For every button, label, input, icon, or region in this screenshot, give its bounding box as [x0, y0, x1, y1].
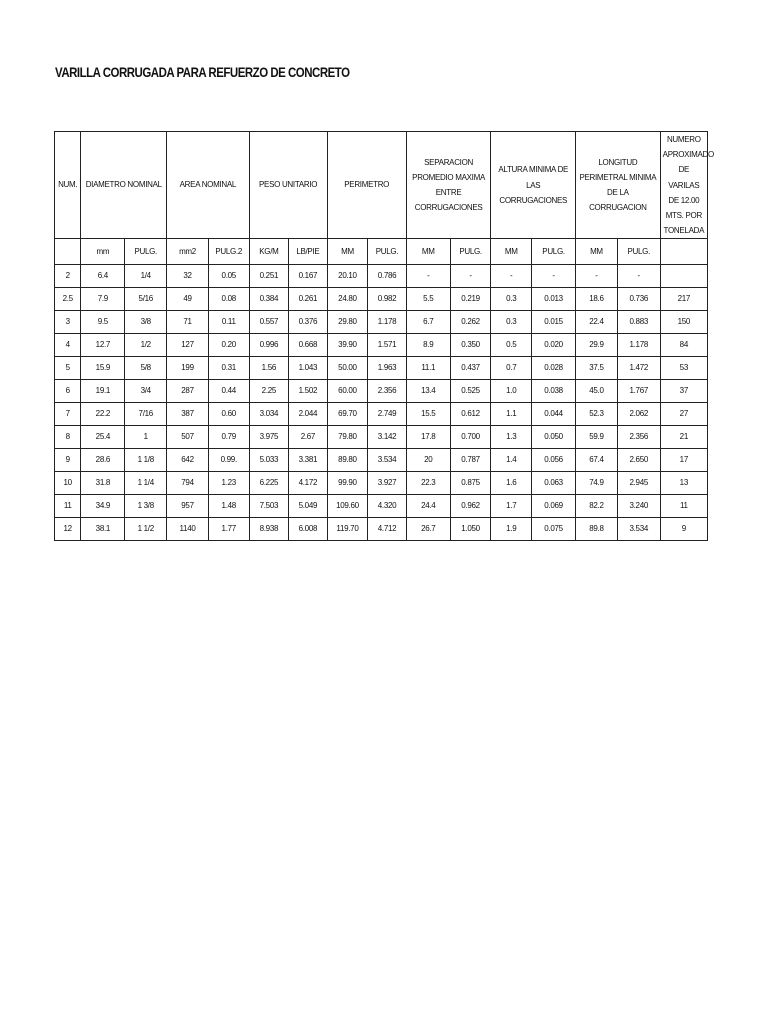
table-cell: 4.172 [289, 472, 327, 495]
table-cell: 25.4 [81, 426, 125, 449]
unit-cell: mm [81, 239, 125, 265]
table-row [55, 495, 708, 518]
table-cell: 0.20 [208, 334, 249, 357]
table-cell: 5/16 [125, 288, 167, 311]
table-cell: 2.356 [368, 380, 406, 403]
table-cell: 2.945 [617, 472, 660, 495]
unit-cell: PULG. [368, 239, 406, 265]
table-cell: 11 [660, 495, 707, 518]
table-cell: 4.712 [368, 518, 406, 541]
table-cell: 6.7 [406, 311, 450, 334]
table-row [55, 288, 708, 311]
table-cell: 0.075 [532, 518, 576, 541]
table-cell: 0.05 [208, 265, 249, 288]
table-cell: 1.4 [491, 449, 532, 472]
table-cell: 2 [55, 265, 81, 288]
unit-cell: MM [406, 239, 450, 265]
table-cell: 26.7 [406, 518, 450, 541]
table-cell: 37.5 [576, 357, 618, 380]
table-cell: 287 [167, 380, 209, 403]
table-cell: 1.0 [491, 380, 532, 403]
table-cell: 0.069 [532, 495, 576, 518]
table-cell: 1.043 [289, 357, 327, 380]
table-cell: 0.262 [450, 311, 491, 334]
table-cell: 89.80 [327, 449, 368, 472]
table-cell: 6 [55, 380, 81, 403]
table-cell: 0.31 [208, 357, 249, 380]
table-cell: 217 [660, 288, 707, 311]
table-cell: 1.7 [491, 495, 532, 518]
unit-cell: KG/M [249, 239, 289, 265]
table-cell: 0.038 [532, 380, 576, 403]
table-cell: 0.99. [208, 449, 249, 472]
unit-cell: MM [491, 239, 532, 265]
table-cell: 67.4 [576, 449, 618, 472]
table-cell: 0.013 [532, 288, 576, 311]
table-cell: 1140 [167, 518, 209, 541]
table-cell: 0.167 [289, 265, 327, 288]
table-cell: 1.56 [249, 357, 289, 380]
table-cell: 17 [660, 449, 707, 472]
table-cell: 1.48 [208, 495, 249, 518]
table-cell: 45.0 [576, 380, 618, 403]
table-cell: 6.4 [81, 265, 125, 288]
table-cell: 0.219 [450, 288, 491, 311]
table-cell: 1.178 [368, 311, 406, 334]
table-cell: 0.044 [532, 403, 576, 426]
table-cell: 59.9 [576, 426, 618, 449]
table-cell: 0.3 [491, 311, 532, 334]
header-diametro-nominal: DIAMETRO NOMINAL [81, 132, 167, 239]
table-cell: 2.044 [289, 403, 327, 426]
units-row [55, 239, 708, 265]
table-cell: 0.3 [491, 288, 532, 311]
table-cell: 0.251 [249, 265, 289, 288]
table-cell: 11 [55, 495, 81, 518]
table-cell: 0.376 [289, 311, 327, 334]
table-cell: 3.534 [617, 518, 660, 541]
table-cell: 127 [167, 334, 209, 357]
table-cell: 19.1 [81, 380, 125, 403]
unit-cell [55, 239, 81, 265]
table-cell: 2.67 [289, 426, 327, 449]
table-cell: 0.557 [249, 311, 289, 334]
table-cell: 99.90 [327, 472, 368, 495]
page-title: VARILLA CORRUGADA PARA REFUERZO DE CONCRETO [55, 64, 350, 80]
table-cell: 2.749 [368, 403, 406, 426]
table-cell: 0.056 [532, 449, 576, 472]
table-cell: 4.320 [368, 495, 406, 518]
table-cell: 13 [660, 472, 707, 495]
table-row [55, 357, 708, 380]
table-cell: 1.472 [617, 357, 660, 380]
table-cell: 37 [660, 380, 707, 403]
table-cell: 0.736 [617, 288, 660, 311]
table-cell: 3.142 [368, 426, 406, 449]
table-cell: 1.3 [491, 426, 532, 449]
table-cell: 1.6 [491, 472, 532, 495]
table-cell: 79.80 [327, 426, 368, 449]
table-cell: 3/4 [125, 380, 167, 403]
unit-cell: MM [576, 239, 618, 265]
table-cell: 7.9 [81, 288, 125, 311]
table-cell: - [532, 265, 576, 288]
unit-cell: PULG.2 [208, 239, 249, 265]
table-cell: 22.4 [576, 311, 618, 334]
table-row [55, 403, 708, 426]
table-cell: 1/2 [125, 334, 167, 357]
table-cell: 507 [167, 426, 209, 449]
table-cell: 0.015 [532, 311, 576, 334]
table-cell: 0.787 [450, 449, 491, 472]
unit-cell [660, 239, 707, 265]
table-cell: 24.80 [327, 288, 368, 311]
table-cell: 642 [167, 449, 209, 472]
unit-cell: PULG. [617, 239, 660, 265]
header-row [55, 132, 708, 239]
table-cell: 1 3/8 [125, 495, 167, 518]
table-cell: 1.178 [617, 334, 660, 357]
table-cell: 24.4 [406, 495, 450, 518]
table-cell: 0.384 [249, 288, 289, 311]
table-cell: 1 1/8 [125, 449, 167, 472]
table-cell: 17.8 [406, 426, 450, 449]
table-cell: 22.3 [406, 472, 450, 495]
table-cell: 15.9 [81, 357, 125, 380]
table-cell: 3.534 [368, 449, 406, 472]
table-cell: 0.525 [450, 380, 491, 403]
table-cell: 34.9 [81, 495, 125, 518]
table-cell: 0.982 [368, 288, 406, 311]
table-cell: 5 [55, 357, 81, 380]
table-cell: 74.9 [576, 472, 618, 495]
table-cell: 1.571 [368, 334, 406, 357]
table-cell: 0.786 [368, 265, 406, 288]
table-cell: 8.9 [406, 334, 450, 357]
table-cell: 199 [167, 357, 209, 380]
table-cell: 3.240 [617, 495, 660, 518]
table-cell: 3.975 [249, 426, 289, 449]
table-cell: 60.00 [327, 380, 368, 403]
header-num: NUM. [55, 132, 81, 239]
table-cell: 0.350 [450, 334, 491, 357]
table-cell: 29.9 [576, 334, 618, 357]
table-cell: 9.5 [81, 311, 125, 334]
table-row [55, 311, 708, 334]
table-cell: 4 [55, 334, 81, 357]
table-cell: 957 [167, 495, 209, 518]
table-cell: 1/4 [125, 265, 167, 288]
table-row [55, 518, 708, 541]
table-cell: 0.261 [289, 288, 327, 311]
table-cell: 1 1/2 [125, 518, 167, 541]
table-cell: 3.381 [289, 449, 327, 472]
table-cell: 8.938 [249, 518, 289, 541]
table-cell: 119.70 [327, 518, 368, 541]
table-cell: 1.23 [208, 472, 249, 495]
unit-cell: LB/PIE [289, 239, 327, 265]
table-cell: 794 [167, 472, 209, 495]
table-cell: 84 [660, 334, 707, 357]
table-cell: 7/16 [125, 403, 167, 426]
table-cell: 1 [125, 426, 167, 449]
table-cell: 9 [55, 449, 81, 472]
header-numero-varillas: NUMERO APROXIMADO DE VARILAS DE 12.00 MTS. POR TONELADA [660, 132, 707, 239]
table-cell: 1.050 [450, 518, 491, 541]
header-longitud: LONGITUD PERIMETRAL MINIMA DE LA CORRUGACION [576, 132, 661, 239]
table-cell: 3/8 [125, 311, 167, 334]
table-cell: 89.8 [576, 518, 618, 541]
table-cell: 1.1 [491, 403, 532, 426]
table-cell: 0.79 [208, 426, 249, 449]
table-cell [660, 265, 707, 288]
table-cell: 3.034 [249, 403, 289, 426]
table-cell: 20 [406, 449, 450, 472]
table-cell: 9 [660, 518, 707, 541]
table-cell: - [491, 265, 532, 288]
table-cell: 18.6 [576, 288, 618, 311]
table-cell: 1.963 [368, 357, 406, 380]
table-cell: 31.8 [81, 472, 125, 495]
table-cell: 11.1 [406, 357, 450, 380]
table-cell: 7.503 [249, 495, 289, 518]
table-cell: 2.356 [617, 426, 660, 449]
table-cell: 0.437 [450, 357, 491, 380]
table-cell: 0.996 [249, 334, 289, 357]
unit-cell: mm2 [167, 239, 209, 265]
table-cell: 1.767 [617, 380, 660, 403]
table-cell: 38.1 [81, 518, 125, 541]
table-cell: 20.10 [327, 265, 368, 288]
table-cell: 0.028 [532, 357, 576, 380]
table-cell: 10 [55, 472, 81, 495]
table-cell: - [450, 265, 491, 288]
unit-cell: PULG. [125, 239, 167, 265]
table-cell: 27 [660, 403, 707, 426]
header-separacion: SEPARACION PROMEDIO MAXIMA ENTRE CORRUGACIONES [406, 132, 491, 239]
table-cell: 82.2 [576, 495, 618, 518]
table-row [55, 380, 708, 403]
table-cell: 0.063 [532, 472, 576, 495]
table-row [55, 472, 708, 495]
table-cell: 39.90 [327, 334, 368, 357]
table-cell: 28.6 [81, 449, 125, 472]
table-cell: 22.2 [81, 403, 125, 426]
table-cell: 0.962 [450, 495, 491, 518]
table-cell: 2.25 [249, 380, 289, 403]
table-cell: 387 [167, 403, 209, 426]
table-cell: 1.9 [491, 518, 532, 541]
table-cell: 29.80 [327, 311, 368, 334]
table-cell: 0.60 [208, 403, 249, 426]
unit-cell: PULG. [532, 239, 576, 265]
table-cell: 50.00 [327, 357, 368, 380]
table-cell: 53 [660, 357, 707, 380]
table-cell: 6.008 [289, 518, 327, 541]
table-row [55, 449, 708, 472]
table-cell: 12.7 [81, 334, 125, 357]
table-cell: 0.668 [289, 334, 327, 357]
table-cell: 5.5 [406, 288, 450, 311]
table-cell: 7 [55, 403, 81, 426]
header-peso-unitario: PESO UNITARIO [249, 132, 327, 239]
table-cell: 1.77 [208, 518, 249, 541]
table-cell: 15.5 [406, 403, 450, 426]
table-cell: 2.650 [617, 449, 660, 472]
table-cell: 0.050 [532, 426, 576, 449]
table-cell: 2.5 [55, 288, 81, 311]
table-cell: 21 [660, 426, 707, 449]
table-cell: 71 [167, 311, 209, 334]
table-cell: 1.502 [289, 380, 327, 403]
table-cell: 32 [167, 265, 209, 288]
table-cell: 1 1/4 [125, 472, 167, 495]
table-row [55, 334, 708, 357]
table-cell: 0.08 [208, 288, 249, 311]
table-cell: 69.70 [327, 403, 368, 426]
header-area-nominal: AREA NOMINAL [167, 132, 249, 239]
table-cell: 0.883 [617, 311, 660, 334]
table-cell: 109.60 [327, 495, 368, 518]
rebar-table [54, 131, 714, 541]
header-altura: ALTURA MINIMA DE LAS CORRUGACIONES [491, 132, 576, 239]
table-row [55, 265, 708, 288]
table-cell: 52.3 [576, 403, 618, 426]
table-row [55, 426, 708, 449]
table-cell: 0.612 [450, 403, 491, 426]
header-perimetro: PERIMETRO [327, 132, 406, 239]
table-cell: - [406, 265, 450, 288]
table-cell: - [617, 265, 660, 288]
table-cell: 0.44 [208, 380, 249, 403]
table-cell: 49 [167, 288, 209, 311]
table-cell: 0.7 [491, 357, 532, 380]
unit-cell: PULG. [450, 239, 491, 265]
table-cell: 0.875 [450, 472, 491, 495]
table-cell: 5.049 [289, 495, 327, 518]
table-cell: 3.927 [368, 472, 406, 495]
table-cell: 6.225 [249, 472, 289, 495]
table-cell: 13.4 [406, 380, 450, 403]
table-cell: 150 [660, 311, 707, 334]
table-cell: 0.5 [491, 334, 532, 357]
table-cell: 0.11 [208, 311, 249, 334]
table-cell: 3 [55, 311, 81, 334]
table-cell: 12 [55, 518, 81, 541]
table-cell: 5.033 [249, 449, 289, 472]
table-cell: 2.062 [617, 403, 660, 426]
table-cell: 8 [55, 426, 81, 449]
table-cell: 0.020 [532, 334, 576, 357]
table-cell: 0.700 [450, 426, 491, 449]
data-body [55, 265, 708, 541]
table-cell: - [576, 265, 618, 288]
table-cell: 5/8 [125, 357, 167, 380]
unit-cell: MM [327, 239, 368, 265]
